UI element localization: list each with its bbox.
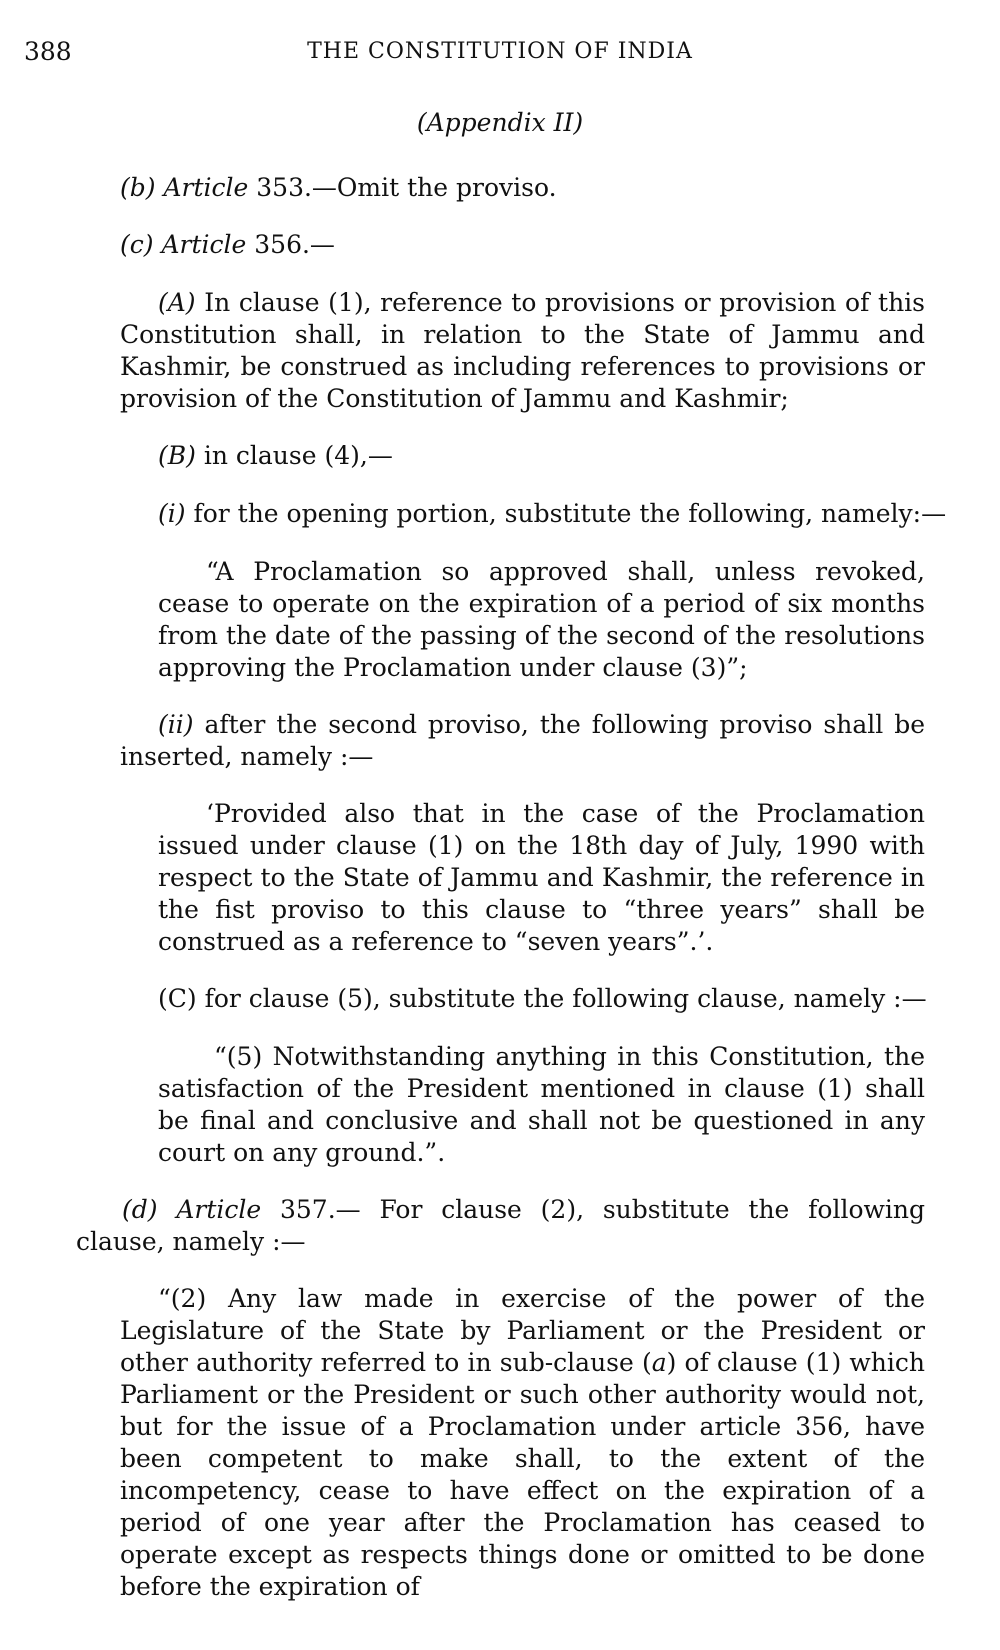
paragraph-i-text: for the opening portion, substitute the following, namely:— [185, 499, 947, 528]
marker-C: (C) [158, 984, 197, 1013]
marker-B: (B) [158, 441, 196, 470]
quote-4-start: “(2) Any law made in exercise of the power of the Legislature of the State by Parliament or the President or other authority referred to in sub-clause ( [120, 1284, 925, 1377]
paragraph-C-text: for clause (5), substitute the following clause, namely :— [196, 984, 927, 1013]
paragraph-i [158, 498, 947, 530]
paragraph-B [158, 440, 925, 472]
quote-4 [120, 1283, 925, 1603]
paragraph-C [158, 983, 925, 1015]
paragraph-b [120, 172, 925, 204]
article-label-c: Article [161, 230, 247, 259]
quote-4-end: ) of clause (1) which Parliament or the President or such other authority would not, but for the issue of a Proclamation under article 356, have been competent to make shall, to the extent of the incompetency, cease to have effect on the expiration of a period of one year after the Proclamation has ceased to operate except as respects things done or omitted to be done before the expiration of [120, 1348, 925, 1601]
quote-3: “(5) Notwithstanding anything in this Constitution, the satisfaction of the President mentioned in clause (1) shall be final and conclusive and shall not be questioned in any court on any ground.”. [158, 1042, 925, 1167]
paragraph-d-text: 357.— For clause (2), substitute the following clause, namely :— [76, 1195, 926, 1256]
paragraph-ii [120, 709, 925, 773]
quote-2: ‘Provided also that in the case of the Proclamation issued under clause (1) on the 18th day of July, 1990 with respect to the State of Jammu and Kashmir, the reference in the fist proviso to this clause to “three years” shall be construed as a reference to “seven years”.’. [158, 799, 925, 956]
marker-ii: (ii) [158, 710, 194, 739]
paragraph-B-text: in clause (4),— [195, 441, 393, 470]
paragraph-d [76, 1194, 925, 1258]
paragraph-ii-text: after the second proviso, the following proviso shall be inserted, namely :— [120, 710, 925, 771]
article-label-d: Article [176, 1195, 262, 1224]
marker-b: (b) [120, 173, 156, 202]
marker-c: (c) [120, 230, 154, 259]
paragraph-c-text: 356.— [246, 230, 335, 259]
appendix-label: (Appendix II) [416, 108, 584, 137]
quote-1: “A Proclamation so approved shall, unless revoked, cease to operate on the expiration of a period of six months from the date of the passing of the second of the resolutions approving the Proclamation under clause (3)”; [158, 557, 925, 682]
marker-A: (A) [158, 288, 196, 317]
paragraph-b-text: 353.—Omit the proviso. [248, 173, 557, 202]
paragraph-A-text: In clause (1), reference to provisions or provision of this Constitution shall, in relation to the State of Jammu and Kashmir, be construed as including references to provisions or provision of the Constitution of Jammu and Kashmir; [120, 288, 925, 413]
article-label-b: Article [163, 173, 249, 202]
page-number: 388 [24, 37, 72, 66]
marker-i: (i) [158, 499, 186, 528]
paragraph-c [120, 229, 925, 261]
marker-d: (d) [122, 1195, 158, 1224]
paragraph-A [120, 287, 925, 415]
running-title: THE CONSTITUTION OF INDIA [307, 39, 693, 64]
quote-4-italic: a [651, 1348, 667, 1377]
